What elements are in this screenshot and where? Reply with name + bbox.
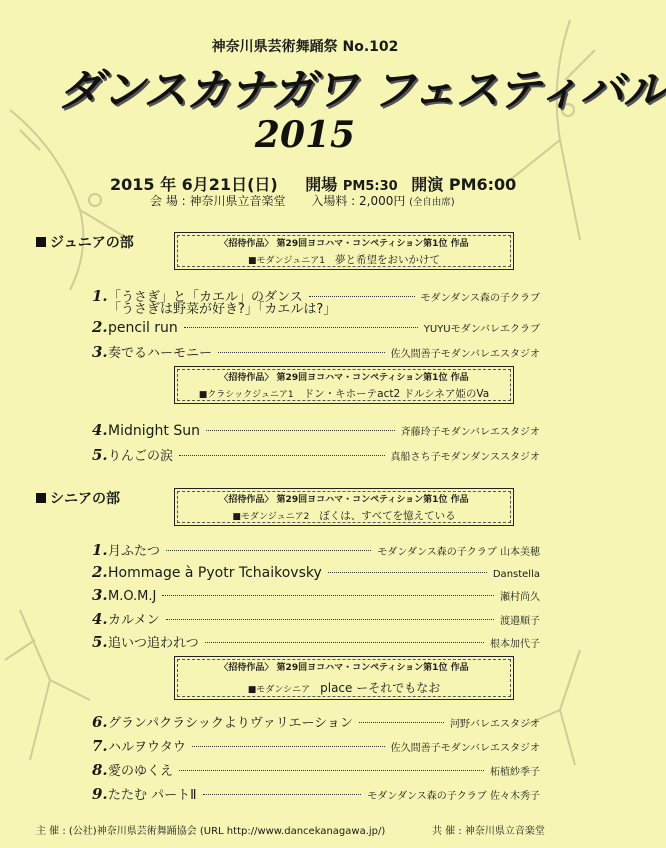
invited-work-box: [174, 488, 514, 526]
invited-work-label: 〈招待作品〉 第29回ヨコハマ・コンペティション第1位 作品: [219, 663, 469, 673]
entry-performer: 佐久間善子モダンバレエスタジオ: [390, 349, 540, 360]
open-time: PM5:30: [342, 179, 398, 194]
invited-work-title: ■モダンジュニア2 ぼくは、すべてを憶えている: [232, 510, 456, 522]
entry-title: カルメン: [108, 613, 160, 628]
entry-title: グランパクラシックよりヴァリエーション: [108, 716, 353, 731]
program-entry: 4. カルメン 渡邉順子: [92, 610, 540, 628]
page-title: ダンスカナガワ フェスティバル: [58, 65, 666, 116]
entry-performer: Danstella: [492, 569, 540, 580]
event-date: 2015 年 6月21日(日): [110, 175, 278, 194]
entry-performer: YUYUモダンバレエクラブ: [423, 324, 540, 335]
entry-performer: 真船さち子モダンダンススタジオ: [390, 452, 540, 463]
dancer-illustration-bottom-left: [0, 600, 100, 770]
entry-title: M.O.M.J: [108, 589, 157, 604]
venue-info: [150, 192, 510, 209]
entry-performer: 佐久間善子モダンバレエスタジオ: [390, 743, 540, 754]
entry-title: りんごの涙: [108, 449, 174, 464]
invited-work-title: ■クラシックジュニア1 ドン・キホーテact2 ドルシネア姫のVa: [198, 388, 490, 400]
entry-performer: 斉藤玲子モダンバレエスタジオ: [400, 427, 540, 438]
entry-title: Midnight Sun: [108, 423, 200, 439]
program-entry: 2. pencil run YUYUモダンバレエクラブ: [92, 318, 540, 336]
entry-title: Hommage à Pyotr Tchaikovsky: [108, 565, 322, 581]
section-heading-junior: ジュニアの部: [36, 232, 134, 252]
invited-work-title: ■モダンジュニア1 夢と希望をおいかけて: [248, 254, 440, 266]
entry-performer: 渡邉順子: [500, 616, 540, 627]
square-bullet-icon: [36, 493, 46, 503]
entry-title: 追いつ追われつ: [108, 636, 199, 651]
program-entry: 9. たたむ パートⅡ モダンダンス森の子クラブ 佐々木秀子: [92, 785, 540, 803]
entry-title: pencil run: [108, 320, 178, 336]
program-entry: 5. 追いつ追われつ 根本加代子: [92, 633, 540, 651]
admission-fee: 入場料 : 2,000円: [311, 194, 406, 208]
seating-note: (全自由席): [409, 197, 455, 208]
invited-work-label: 〈招待作品〉 第29回ヨコハマ・コンペティション第1位 作品: [219, 239, 469, 249]
program-entry: 7. ハルヲウタウ 佐久間善子モダンバレエスタジオ: [92, 737, 540, 755]
program-entry: 3. 奏でるハーモニー 佐久間善子モダンバレエスタジオ: [92, 343, 540, 361]
entry-title: 月ふたつ: [108, 544, 161, 559]
program-entry: 8. 愛のゆくえ 柘植紗季子: [92, 761, 540, 779]
invited-work-label: 〈招待作品〉 第29回ヨコハマ・コンペティション第1位 作品: [219, 373, 469, 383]
entry-subtitle: 「うさぎは野菜が好き?」「カエルは?」: [108, 302, 337, 317]
program-entry: 3. M.O.M.J 瀬村尚久: [92, 586, 540, 604]
invited-work-box: [174, 232, 514, 270]
cohost-info: 共 催 : 神奈川県立音楽堂: [432, 826, 545, 837]
organizer-info: 主 催 : (公社)神奈川県芸術舞踊協会 (URL http://www.dancekanagawa.jp/): [36, 826, 386, 837]
entry-title: 「うさぎ」と「カエル」のダンス: [108, 290, 303, 305]
entry-performer: 河野バレエスタジオ: [450, 719, 540, 730]
entry-performer: モダンダンス森の子クラブ 山本美穂: [377, 547, 540, 558]
invited-work-box: [174, 656, 514, 700]
start-label: 開演: [411, 175, 444, 194]
year-title: 2015: [254, 114, 356, 156]
program-entry: 1. 「うさぎ」と「カエル」のダンス モダンダンス森の子クラブ: [92, 287, 540, 305]
entry-performer: 根本加代子: [490, 639, 540, 650]
entry-title: 愛のゆくえ: [108, 764, 174, 779]
start-time: PM6:00: [448, 175, 517, 194]
square-bullet-icon: [36, 237, 46, 247]
program-entry: 4. Midnight Sun 斉藤玲子モダンバレエスタジオ: [92, 421, 540, 439]
invited-work-box: [174, 366, 514, 404]
entry-title: 奏でるハーモニー: [108, 346, 213, 361]
program-entry: 1. 月ふたつ モダンダンス森の子クラブ 山本美穂: [92, 541, 540, 559]
festival-banner: 神奈川県芸術舞踊祭 No.102: [211, 39, 399, 55]
program-entry: 5. りんごの涙 真船さち子モダンダンススタジオ: [92, 446, 540, 464]
section-heading-senior: シニアの部: [36, 488, 120, 508]
program-entry: 6. グランパクラシックよりヴァリエーション 河野バレエスタジオ: [92, 713, 540, 731]
program-entry: 2. Hommage à Pyotr Tchaikovsky Danstella: [92, 563, 540, 581]
open-label: 開場: [305, 175, 338, 194]
entry-performer: 柘植紗季子: [490, 767, 540, 778]
entry-title: たたむ パートⅡ: [108, 788, 197, 803]
dancer-illustration-left: [0, 90, 150, 300]
entry-title: ハルヲウタウ: [108, 740, 186, 755]
invited-work-title: ■モダンシニア place ーそれでもなお: [247, 681, 441, 695]
venue: 会 場 : 神奈川県立音楽堂: [150, 194, 286, 208]
entry-performer: モダンダンス森の子クラブ 佐々木秀子: [367, 791, 540, 802]
entry-performer: 瀬村尚久: [500, 592, 540, 603]
entry-performer: モダンダンス森の子クラブ: [420, 293, 540, 304]
invited-work-label: 〈招待作品〉 第29回ヨコハマ・コンペティション第1位 作品: [219, 495, 469, 505]
